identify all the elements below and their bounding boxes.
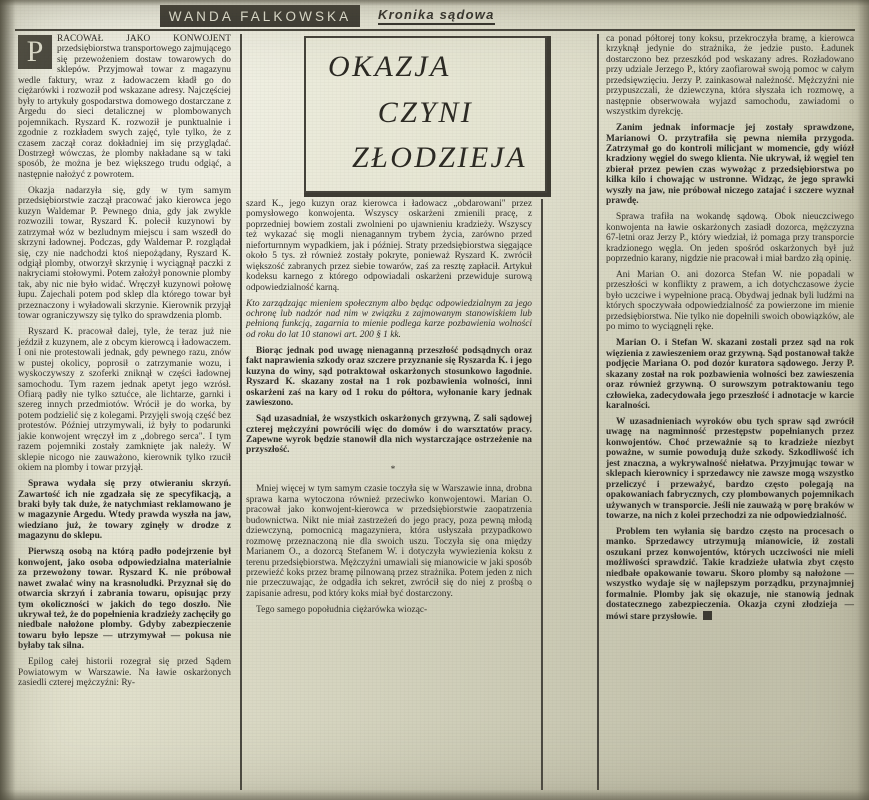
col1-p6: Epilog całej historii rozegrał się przed Sądem Powiatowym w Warszawie. Na ławie oskarżonych zasiedli czterej mężczyźni: Ry- bbox=[18, 657, 231, 689]
paragraph bbox=[246, 414, 532, 456]
paragraph bbox=[18, 186, 231, 322]
paragraph bbox=[246, 346, 532, 409]
paragraph bbox=[606, 212, 854, 264]
paragraph bbox=[18, 327, 231, 473]
paragraph bbox=[606, 527, 854, 622]
col3-p2: Zanim jednak informacje jej zostały sprawdzone, Marianowi O. przytrafiła się pewna niemiła przygoda. Zatrzymał go do kontroli milicjant w momencie, gdy wiózł kradziony węgiel do swego klienta. Nie ukrywał, iż węgiel ten zbierał przez pewien czas wywożąc z przedsiębiorstwa po kilka kilo i chowając w ustronne. Widząc, że jego sprawki wyszły na jaw, nie próbował niczego zatajać i szczere wyznał prawdę. bbox=[606, 123, 854, 207]
column-3 bbox=[606, 34, 854, 622]
scan-edge-shadow-bottom bbox=[0, 790, 869, 800]
column-1 bbox=[18, 34, 231, 689]
col1-p3: Ryszard K. pracował dalej, tyle, że teraz już nie jeździł z kuzynem, ale z obcym kierowcą i ładowaczem. I oni nie protestowali jednak, gdy pewnego razu, znów w pustej okolicy, poprosił o zatrzymanie wozu, i wyskoczywszy z szoferki zniknął w części ładownej samochodu. Tym razem jednak apetyt jego wzrósł. Ofiarą padły nie tylko sztućce, ale lichtarze, garnki i szereg innych przedmiotów. Wrócił je do worka, by potem podzielić się z kolegami. Przyjęli swoją część bez protestów. Później utrzymywali, iż były to podarunki jakie konwojent wręczył im z „dobrego serca". I tym razem pojemniki zostały zamknięte jak należy. W sklepie nicogo nie zauważono, kierownik tylko rzucił okiem na plomby i towar przyjął. bbox=[18, 327, 231, 474]
article-title-line-2: CZYNI bbox=[377, 95, 474, 129]
col2-legal-quote: Kto zarządzając mieniem społecznym albo będąc odpowiedzialnym za jego ochronę lub nadzór nad nim w związku z zajmowanym stanowiskiem lub pełnioną funkcją, zagarnia to mienie podlega karze pozbawienia wolności od roku do lat 10 stanowi art. 200 § 1 kk. bbox=[246, 298, 532, 340]
paragraph bbox=[606, 34, 854, 118]
author-name: WANDA FALKOWSKA bbox=[168, 8, 352, 24]
col3-p7: Problem ten wyłania się bardzo często na procesach o manko. Sprzedawcy utrzymują mianowicie, iż zostali oszukani przez konwojentów, których uczciwości nie mieli możliwości sprawdzić. Takie kradzieże ułatwia zbyt często niedbałe opakowanie towaru. Skoro plomby są nałożone — wszystko wydaje się w najlepszym porządku, przynajmniej formalnie. Plomby jak się okazuje, nie stanowią jednak dostatecznego zabezpieczenia. Okazja czyni złodzieja — mówi stare przysłowie. bbox=[606, 526, 854, 622]
column-divider-2 bbox=[541, 199, 543, 790]
column-divider-1 bbox=[240, 34, 242, 790]
col3-p1: ca ponad półtorej tony koksu, przekroczyła bramę, a kierowca krzyknął jedynie do strażnika, że jedzie pusto. Ładunek dostarczono bez przeszkód pod wskazany adres. Rozładowano przy udziale Jerzego P., który zaofiarował swoją pomoc w całym przedsięwzięciu. Jerzy P. zainkasował należność. Mężczyźni nie przypuszczali, że dziewczyna, która słyszała ich rozmowę, a następnie obserwowała wyjazd samochodu, zawiadomi o wszystkim dyrekcję. bbox=[606, 34, 854, 118]
scan-edge-shadow-right bbox=[857, 0, 869, 800]
paragraph bbox=[606, 123, 854, 207]
section-label: Kronika sądowa bbox=[378, 7, 495, 25]
drop-cap: P bbox=[18, 35, 52, 69]
paragraph bbox=[246, 605, 532, 615]
article-title-line-1: OKAZJA bbox=[328, 50, 451, 84]
scan-edge-shadow-left bbox=[0, 0, 16, 800]
paragraph bbox=[246, 299, 532, 341]
paragraph bbox=[18, 547, 231, 652]
col3-p4: Ani Marian O. ani dozorca Stefan W. nie popadali w przeszłości w konflikty z prawem, a ich dotychczasowe życie było uczciwe i wypełnione pracą. Obydwaj jednak byli ludźmi na których spoczywała odpowiedzialność za powierzone im mienie przedsiębiorstwa. Nie tylko nie dopełnili swoich obowiązków, ale po mimo to wyciągnęli ręke. bbox=[606, 270, 854, 333]
column-2 bbox=[246, 34, 532, 615]
col1-p2: Okazja nadarzyła się, gdy w tym samym przedsiębiorstwie zaczął pracować jako kierowca jego kuzyn Waldemar P. Pewnego dnia, gdy jak zwykle rozwozili towar, Ryszard K. polecił kuzynowi by zatrzymał wóz w bezludnym miejscu i sam wszedł do skrzyni ładownej. Podczas, gdy Waldemar P. rozglądał się, czy nie nadchodzi ktoś niepożądany, Ryszard K. odgiął plomby, otworzył skrzynię i wyciągnął paczki z nakryciami stołowymi. Potem założył ponownie plomby tak, aby nic nie było widać. Wręczył kuzynowi połowę łupu. Zajechali potem pod sklep dla którego towar był przeznaczony i wyładowali skrzynie. Kierownik przyjął towar ograniczywszy się tylko do sprawdzenia plomb. bbox=[18, 185, 231, 322]
article-title-line-3: ZŁODZIEJA bbox=[352, 141, 527, 175]
col2-p6: Tego samego popołudnia ciężarówka wioząc- bbox=[256, 604, 428, 615]
col2-p1: szard K., jego kuzyn oraz kierowca i ładowacz „obdarowani" przez pomysłowego konwojenta. Wszyscy oskarżeni zmienili pracę, z poprzedniej bowiem zostali zwolnieni po ujawnieniu kradzieży. Wszyscy też wykazać się mogli nienagannym trybem życia, zarówno przed nieforturnnym wypadkiem, jak i później. Straty przedsiębiorstwa sięgające około 5 tys. zł również zostały pokryte, ponieważ Ryszard K. zwrócił większość zabranych przez siebie towarów, zaś za resztę zapłacił. Artykuł kodeksu karnego z którego odpowiadali oskarżeni przewiduje surową odpowiedzialność karną. bbox=[246, 199, 532, 293]
header-rule bbox=[15, 29, 855, 31]
col1-p4: Sprawa wydała się przy otwieraniu skrzyń. Zawartość ich nie zgadzała się ze specyfikacją, a braki były tak duże, że natychmiast reklamowano je w magazynie Argedu. Wtedy prawda wyszła na jaw, wiedziano już, że towary zginęły w drodze z magazynu do sklepu. bbox=[18, 479, 231, 542]
col3-p3: Sprawa trafiła na wokandę sądową. Obok nieuczciwego konwojenta na ławie oskarżonych zasiadł dozorca, mężczyzna 67-letni oraz Jerzy P., który wiedział, iż pomaga przy transporcie kradzionego węgla. On jeden spośród oskarżonych był już poprzednio karany, nigdzie nie pracował i miał bardzo złą opinię. bbox=[606, 212, 854, 265]
paragraph bbox=[606, 417, 854, 522]
paragraph bbox=[246, 199, 532, 293]
paragraph bbox=[18, 479, 231, 542]
end-mark-icon bbox=[703, 611, 712, 620]
section-separator: * bbox=[390, 464, 398, 475]
col1-p1: RACOWAŁ JAKO KONWOJENT przedsiębiorstwa transportowego zajmującego się przewożeniem dostaw towarowych do sklepów. Przyjmował towar z magazynu wedle faktury, wraz z ładowaczem kładł go do ciężarówki i rozwoził pod wskazane adresy. Najczęściej były to artykuły gospodarstwa domowego dostarczane z Argedu do sieci detalicznej w plombowanych pojemnikach. Ryszard K. rozwoził je punktualnie i zgodnie z rozkładem swych zajęć, tyle tylko, że z czasem zaczął coraz dokładniej im się przyglądać. Dostrzegł wówczas, że plomby nakładane są w taki sposób, że można je bez większego trudu odgiąć, a następnie nałożyć z powrotem. bbox=[18, 34, 231, 180]
paragraph bbox=[606, 338, 854, 411]
col2-p5: Mniej więcej w tym samym czasie toczyła się w Warszawie inna, drobna sprawa karna wytoczona również przeciwko konwojentowi. Marian O. pracował jako konwojent-kierowca w przedsiębiorstwie zaopatrzenia budownictwa. Nikt nie miał zastrzeżeń do jego pracy, poza pewną młodą dziewczyną, pomocnicą magazyniera, która usłyszała przypadkowo rozmowę przeznaczoną nie dla swoich uszu. Toczyła się ona między Marianem O., a dozorcą Stefanem W. i dotyczyła wywiezienia koksu z terenu przedsiębiorstwa. Mężczyźni umawiali się mianowicie w jaki sposób przewieźć koks przez bramę pilnowaną przez strażnika. Potem jeden z nich nie przeczuwając, że odgadła ich sekret, zwrócił się do niej z prośbą o zapisanie adresu, pod który koks miał być dostarczony. bbox=[246, 484, 532, 599]
paragraph bbox=[18, 34, 231, 180]
col1-p5: Pierwszą osobą na którą padło podejrzenie był konwojent, jako osoba odpowiedzialna materialnie za przewożony towar. Ryszard K. nie próbował nawet zwalać winy na krasnoludki. Przyznał się do otwarcia skrzyń i zabrania towaru, opisując przy tym okoliczności w jakich do tego doszło. Nie ukrywał też, że do popełnienia kradzieży zachęciły go niedbale nałożone plomby. Gdyby zabezpieczenie towaru było lepsze — utrzymywał — pokusa nie byłaby tak silna. bbox=[18, 547, 231, 652]
masthead bbox=[0, 0, 869, 30]
col3-p6: W uzasadnieniach wyroków obu tych spraw sąd zwrócił uwagę na nagminność przestępstw popełnianych przez konwojentów. Choć przeważnie są to kradzieże niezbyt poważne, w sumie powodują duże szkody. Szkodliwość ich jest znaczna, a wykrywalność niełatwa. Przyjmując towar w sklepach kierownicy i sprzedawcy nie zawsze mogą wszystko przeliczyć i przeważyć, bardzo często polegają na opakowaniach fabrycznych, czy plombowanych pojemnikach używanych w transporcie. Jeśli nie zauważą w porę braków w towarze, na nich z kolei przechodzi za nie odpowiedzialność. bbox=[606, 416, 854, 521]
col2-p4: Sąd uzasadniał, że wszystkich oskarżonych grzywną, Z sali sądowej czterej mężczyźni powrócili więc do domów i do warsztatów pracy. Zapewne wyrok będzie stanowił dla nich wystarczające ostrzeżenie na przyszłość. bbox=[246, 414, 532, 456]
paragraph bbox=[606, 270, 854, 333]
column-divider-3 bbox=[597, 34, 599, 790]
col2-p3: Biorąc jednak pod uwagę nienaganną przeszłość podsądnych oraz fakt naprawienia szkody oraz szczere przyznanie się Ryszarda K. i jego kuzyna do winy, sąd potraktował oskarżonych stosunkowo łagodnie. Ryszard K. skazany został na 1 rok pozbawienia wolności, inni oskarżeni zaś na kary od 1 roku do półtora, wyłonanie kary jednak zawieszono. bbox=[246, 345, 532, 409]
article-body bbox=[18, 34, 854, 790]
paragraph bbox=[246, 484, 532, 599]
col3-p5: Marian O. i Stefan W. skazani zostali przez sąd na rok więzienia z zawieszeniem oraz grzywną. Sąd postanował także podjęcie Mariana O. pod dozór kuratora sądowego. Jerzy P. skazany został na rok pozbawienia wolności bez zawieszenia oraz również grzywną. O surowszym potraktowaniu tego człowieka, zadecydowała jego przeszłość i adnotacje w karcie karalności. bbox=[606, 338, 854, 411]
author-byline bbox=[160, 5, 360, 27]
paragraph bbox=[18, 657, 231, 688]
